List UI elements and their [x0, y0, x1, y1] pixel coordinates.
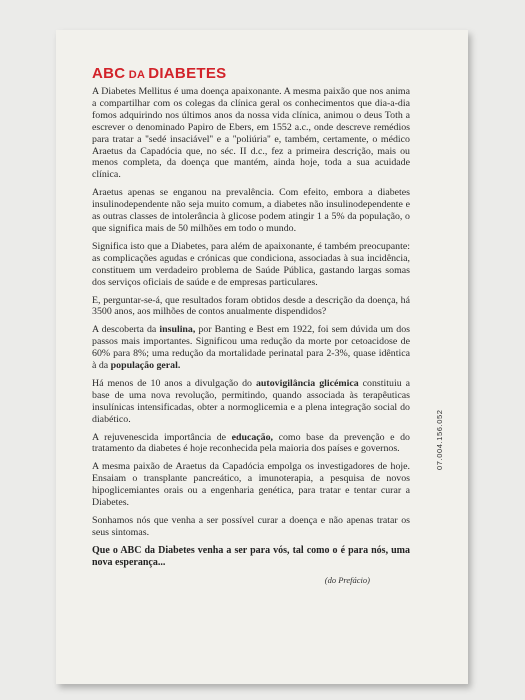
isbn-code: 07.004.156.052	[435, 409, 444, 470]
paragraph-7: A rejuvenescida importância de educação, como base da prevenção e do tratamento da diabetes é hoje reconhecida pela maioria dos países e governos.	[92, 431, 410, 455]
cover-title	[92, 65, 226, 82]
closing-quote: Que o ABC da Diabetes venha a ser para vós, tal como o é para nós, uma nova esperança...	[92, 544, 411, 568]
blurb-text	[92, 86, 410, 587]
bold-autovigilancia: autovigilância glicémica	[255, 377, 359, 389]
paragraph-6: Há menos de 10 anos a divulgação do autovigilância glicémica constituiu a base de uma nova revolução, permitindo, quando associada às terapêuticas insulínicas intensificadas, obter a normoglicemia e a plena integração social do diabético.	[92, 377, 410, 425]
bold-educacao: educação,	[231, 431, 274, 443]
bold-insulina: insulina,	[159, 324, 196, 336]
paragraph-2: Araetus apenas se enganou na prevalência. Com efeito, embora a diabetes insulinodependente não seja muito comum, a diabetes não insulinodependente e as outras classes de intolerância à glicose podem atingir 1 a 5% da população, o que significa mais de 50 milhões em todo o mundo.	[92, 187, 410, 234]
paragraph-5: A descoberta da insulina, por Banting e Best em 1922, foi sem dúvida um dos passos mais importantes. Significou uma redução da morte por cetoacidose de 60% para 8%; uma redução da mortalidade perinatal para 2-3%, quase idêntica à da população geral.	[92, 324, 410, 372]
title-abc: ABC	[92, 65, 126, 82]
paragraph-9: Sonhamos nós que venha a ser possível curar a doença e não apenas tratar os seus sintomas.	[92, 515, 410, 538]
paragraph-4: E, perguntar-se-á, que resultados foram obtidos desde a descrição da doença, há 3500 anos, aos milhões de contos anualmente dispendidos?	[92, 294, 410, 318]
book-back-cover	[56, 30, 468, 684]
attribution: (do Prefácio)	[324, 574, 370, 585]
bold-populacao: população geral.	[110, 360, 181, 372]
paragraph-3: Significa isto que a Diabetes, para além de apaixonante, é também preocupante: as complicações agudas e crónicas que condiciona, associadas à sua incidência, constituem um verdadeiro problema de Saúde Pública, gastando largas somas dos serviços oficiais de saúde e de empresas particulares.	[92, 240, 410, 288]
paragraph-8: A mesma paixão de Araetus da Capadócia empolga os investigadores de hoje. Ensaiam o transplante pancreático, a imunoterapia, a pesquisa de novos hipoglicemiantes orais ou a engenharia genética, para tratar e tentar curar a Diabetes.	[92, 461, 410, 509]
title-diabetes: DIABETES	[148, 65, 227, 82]
paragraph-1: A Diabetes Mellitus é uma doença apaixonante. A mesma paixão que nos anima a compartilhar com os colegas da clínica geral os conhecimentos que dia-a-dia fomos adquirindo nos últimos anos da nossa vida clínica, animou o deus Toth a escrever o denominado Papiro de Ebers, em 1552 a.c., onde descreve remédios para tratar a ''sedé insaciável'' e a ''poliúria'' e, também, certamente, o médico Araetus da Capadócia que, no séc. II d.c., fez a primeira descrição, mais ou menos completa, da doença que mantém, ainda hoje, toda a sua acuidade clínica.	[92, 86, 410, 181]
title-da: DA	[125, 69, 149, 81]
